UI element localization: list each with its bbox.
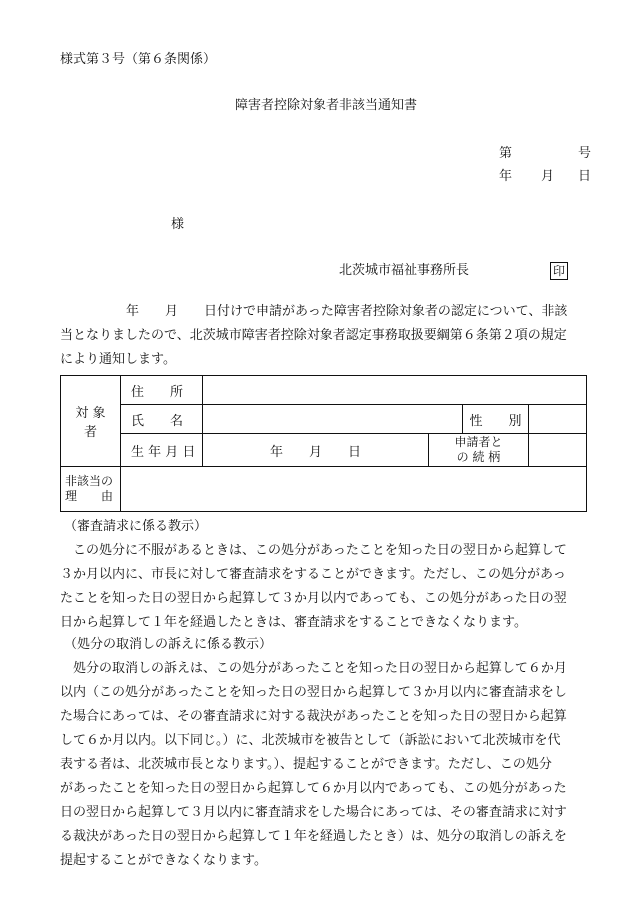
- revocation-line: 日の翌日から起算して３月以内に審査請求をした場合にあっては、その審査請求に対す: [60, 805, 567, 820]
- seal-stamp: 印: [550, 262, 568, 280]
- doc-date-month: 月: [541, 169, 555, 184]
- intro-line: 当となりましたので、北茨城市障害者控除対象者認定事務取扱要綱第６条第２項の規定: [60, 328, 567, 343]
- birthdate-field[interactable]: 年 月 日: [203, 434, 429, 467]
- doc-number-dai: 第: [499, 146, 513, 161]
- revocation-line: 処分の取消しの訴えは、この処分があったことを知った日の翌日から起算して６か月: [73, 661, 567, 676]
- revocation-line: る裁決があった日の翌日から起算して１年を経過したとき）は、処分の取消しの訴えを: [60, 829, 567, 844]
- subject-label: 対 象 者: [61, 376, 121, 467]
- review-heading: （審査請求に係る教示）: [64, 519, 208, 534]
- document-title: 障害者控除対象者非該当通知書: [234, 98, 417, 113]
- address-field[interactable]: [203, 376, 587, 405]
- revocation-line: して６か月以内。以下同じ。）に、北茨城市を被告として（訴訟において北茨城市を代: [60, 733, 561, 748]
- review-section: [60, 515, 600, 635]
- revocation-line: た場合にあっては、その審査請求に対する裁決があったことを知った日の翌日から起算: [60, 709, 567, 724]
- form-id: 様式第３号（第６条関係）: [60, 52, 217, 67]
- revocation-line: 以内（この処分があったことを知った日の翌日から起算して３か月以内に審査請求をし: [60, 685, 567, 700]
- revocation-heading: （処分の取消しの訴えに係る教示）: [64, 637, 273, 652]
- doc-date-day: 日: [578, 169, 592, 184]
- name-field[interactable]: [203, 405, 463, 434]
- review-line: この処分に不服があるときは、この処分があったことを知った日の翌日から起算して: [73, 543, 567, 558]
- revocation-line: 表する者は、北茨城市長となります。）、提起することができます。ただし、この処分: [60, 757, 552, 772]
- review-line: 日から起算して１年を経過したときは、審査請求をすることできなくなります。: [60, 615, 527, 630]
- relation-label: 申請者と の 続 柄: [429, 434, 529, 467]
- intro-line: により通知します。: [60, 352, 176, 367]
- intro-line: 年 月 日付けで申請があった障害者控除対象者の認定について、非該: [126, 304, 568, 319]
- doc-number-go: 号: [578, 146, 592, 161]
- birthdate-label: 生 年 月 日: [121, 434, 203, 467]
- reason-label: 非該当の 理 由: [61, 467, 121, 512]
- sex-label: 性 別: [463, 405, 529, 434]
- subject-table: [60, 375, 587, 512]
- revocation-section: [60, 633, 600, 873]
- relation-field[interactable]: [529, 434, 587, 467]
- reason-field[interactable]: [121, 467, 587, 512]
- doc-date-year: 年: [499, 169, 513, 184]
- sex-field[interactable]: [529, 405, 587, 434]
- revocation-line: 提起することができなくなります。: [60, 853, 267, 868]
- review-line: ３か月以内に、市長に対して審査請求をすることができます。ただし、この処分があっ: [60, 567, 566, 582]
- revocation-line: があったことを知った日の翌日から起算して６か月以内であっても、この処分があった: [60, 781, 567, 796]
- intro-paragraph: [60, 300, 600, 372]
- name-label: 氏 名: [121, 405, 203, 434]
- review-line: たことを知った日の翌日から起算して３か月以内であっても、この処分があった日の翌: [60, 591, 567, 606]
- addressee-suffix: 様: [171, 217, 185, 232]
- address-label: 住 所: [121, 376, 203, 405]
- issuer-name: 北茨城市福祉事務所長: [339, 263, 470, 278]
